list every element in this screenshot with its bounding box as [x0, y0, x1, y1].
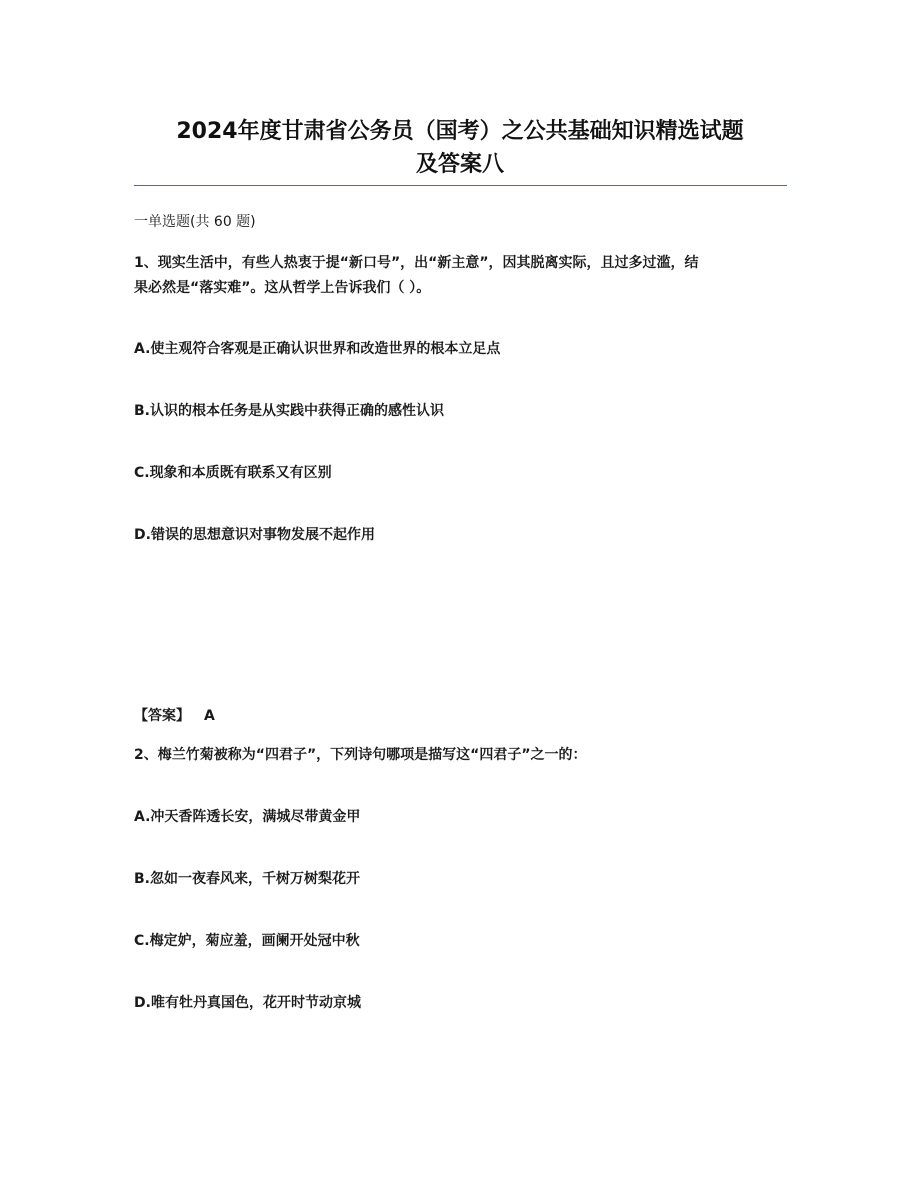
document-title-line2: 及答案八 [415, 152, 504, 177]
answer-value: A [204, 708, 215, 724]
question-1-stem-line2: 果必然是“落实难”。这从哲学上告诉我们（ ）。 [134, 280, 431, 296]
question-1-option-c: C.现象和本质既有联系又有区别 [134, 465, 332, 481]
question-1-answer [134, 705, 794, 727]
section-heading: 一单选题(共 60 题) [134, 214, 256, 230]
question-2-option-b: B.忽如一夜春风来，千树万树梨花开 [134, 871, 360, 887]
question-2-option-d: D.唯有牡丹真国色，花开时节动京城 [134, 995, 361, 1011]
document-title-line1: 2024年度甘肃省公务员（国考）之公共基础知识精选试题 [176, 119, 744, 144]
question-2-option-c: C.梅定妒，菊应羞，画阑开处冠中秋 [134, 933, 360, 949]
question-2-stem-line1: 2、梅兰竹菊被称为“四君子”，下列诗句哪项是描写这“四君子”之一的： [134, 747, 587, 763]
question-1-option-d: D.错误的思想意识对事物发展不起作用 [134, 527, 375, 543]
question-2-option-a: A.冲天香阵透长安，满城尽带黄金甲 [134, 809, 361, 825]
question-1-option-b: B.认识的根本任务是从实践中获得正确的感性认识 [134, 403, 444, 419]
question-1-stem-line1: 1、现实生活中，有些人热衷于提“新口号”，出“新主意”，因其脱离实际，且过多过滥，结 [134, 255, 699, 271]
answer-label: 【答案】 [134, 708, 190, 724]
title-divider [134, 185, 787, 186]
question-1-option-a: A.使主观符合客观是正确认识世界和改造世界的根本立足点 [134, 341, 501, 357]
